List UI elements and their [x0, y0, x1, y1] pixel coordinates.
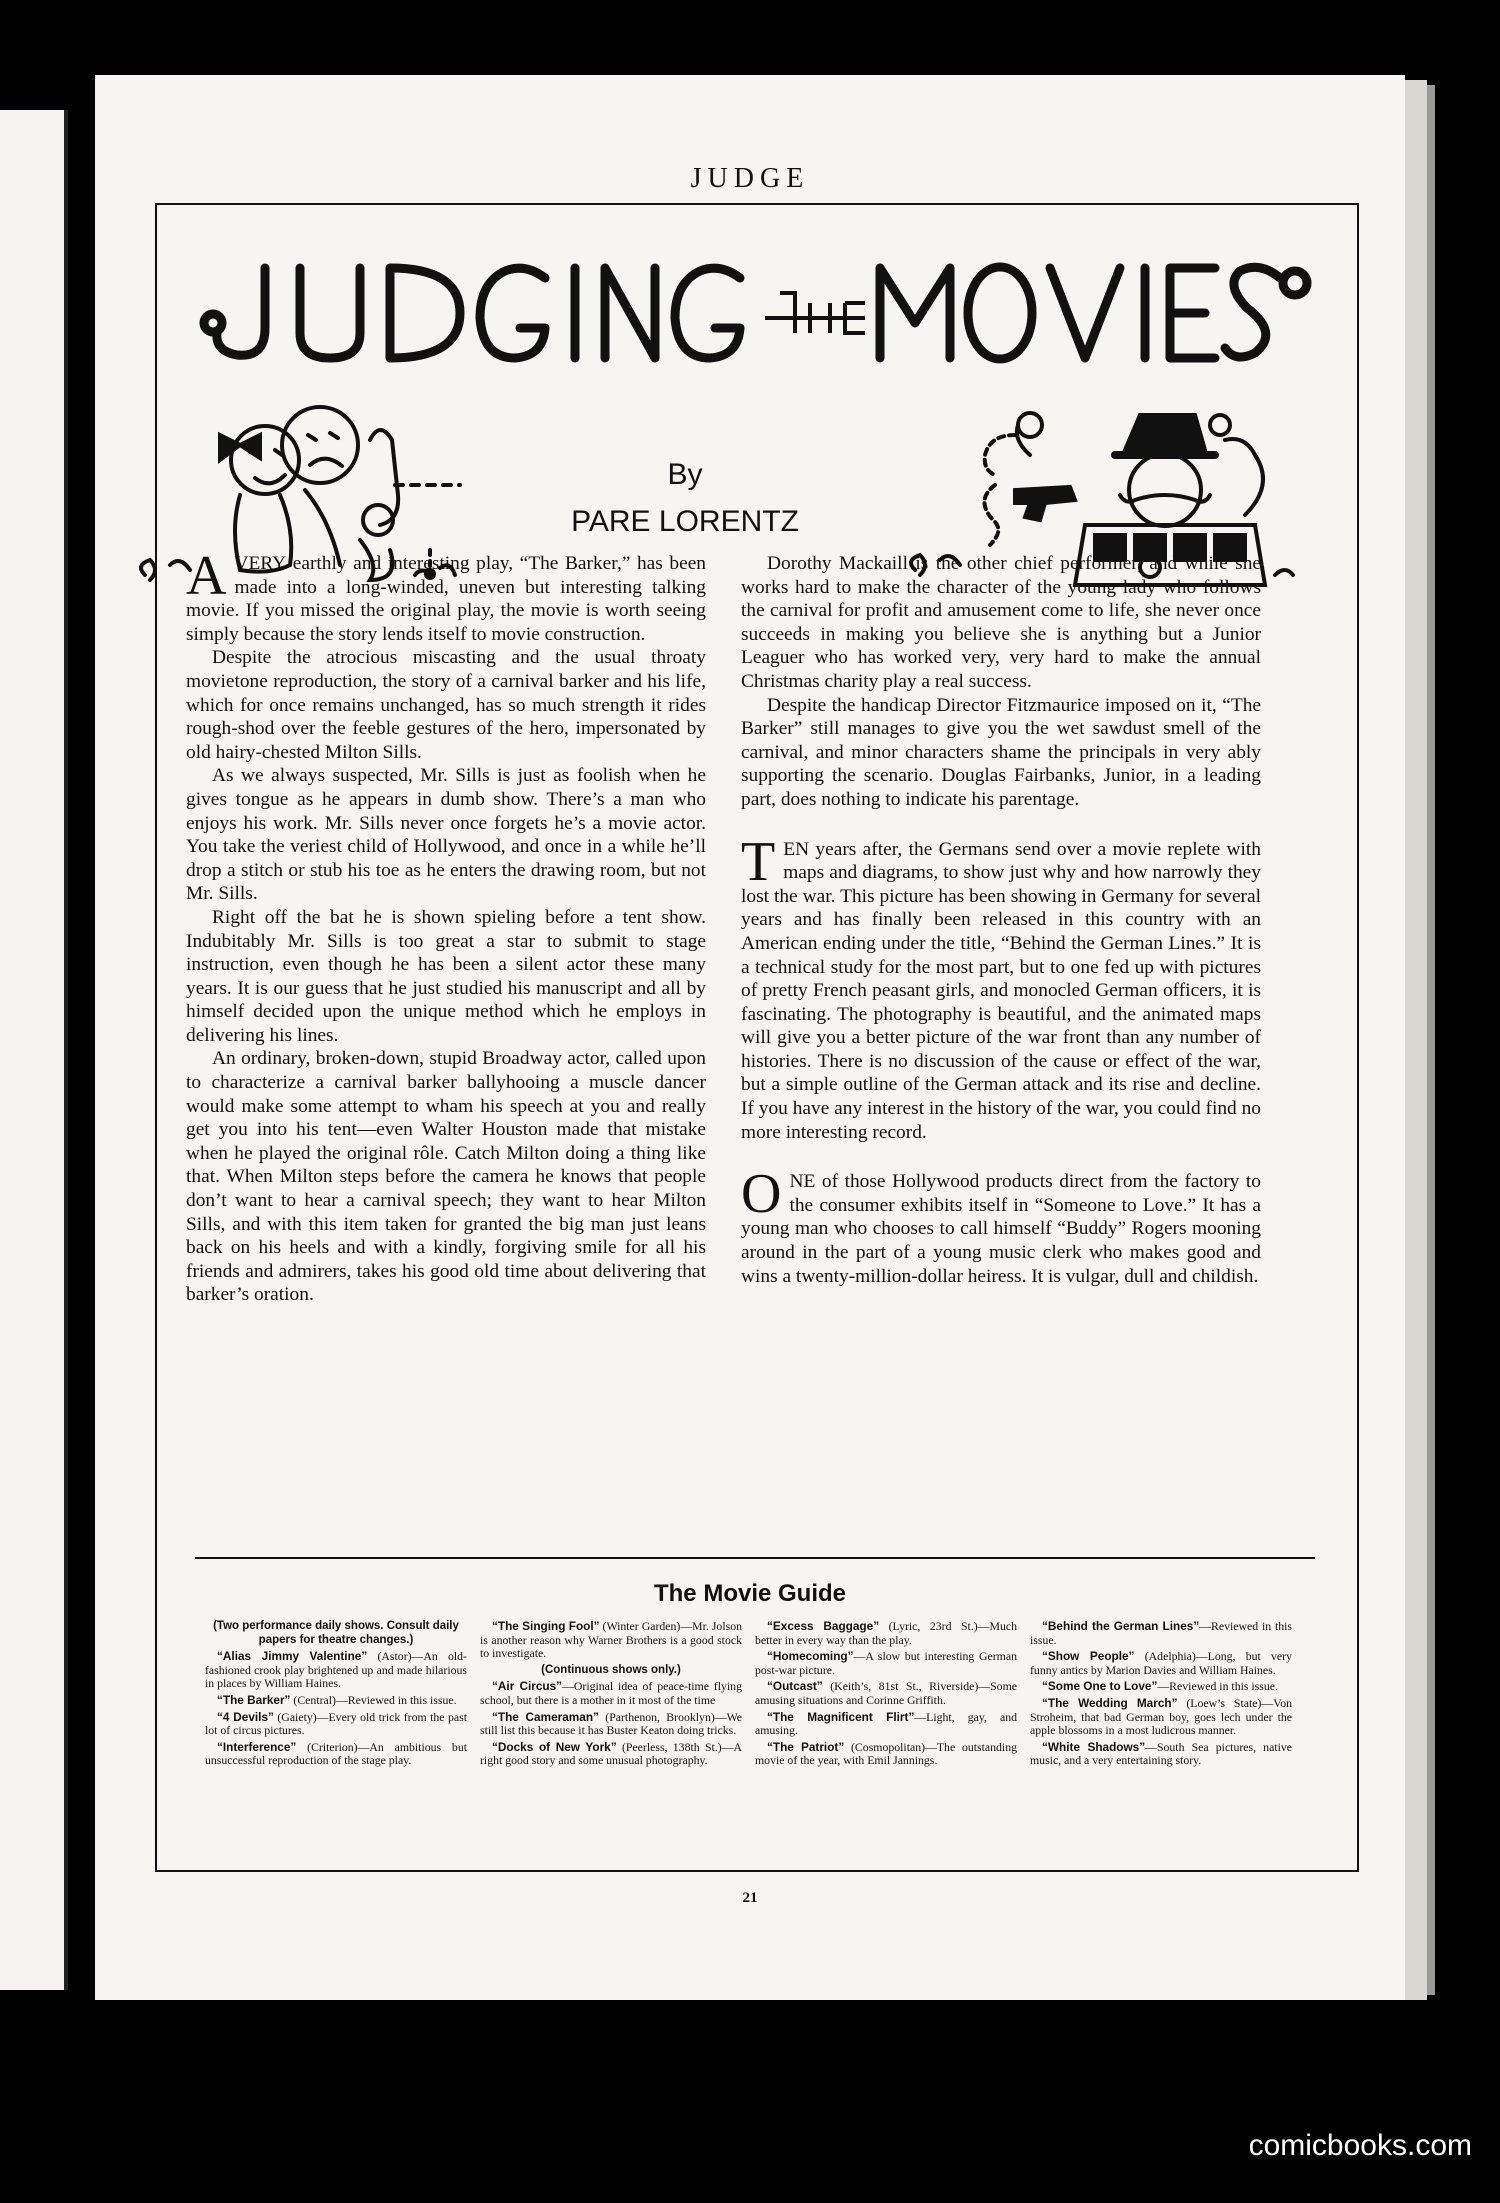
drop-cap: T: [741, 830, 776, 893]
drop-cap: A: [186, 545, 227, 607]
article-column-right: [741, 552, 1261, 1288]
drop-cap: O: [741, 1163, 782, 1226]
paragraph: Despite the atrocious miscasting and the usual throaty movietone reproduction, the story of a carnival barker and his life, which for once remains unchanged, has so much strength it rides rough-shod over the feeble gestures of the hero, impersonated by old hairy-chested Milton Sills.: [186, 647, 706, 763]
article-column-left: [186, 545, 706, 1307]
page-edge: [1405, 80, 1427, 2000]
paragraph: Dorothy Mackaill is the other chief performer, and while she works hard to make the character of the young lady who follows the carnival for profit and amusement come to life, she never once succeeds in making you believe she is anything but a Junior Leaguer who has worked very, very hard to make the annual Christmas charity play a real success.: [741, 553, 1261, 692]
guide-entry: “The Barker” (Central)—Reviewed in this issue.: [217, 1692, 457, 1707]
guide-entry: “Excess Baggage” (Lyric, 23rd St.)—Much better in every way than the play.: [755, 1619, 1017, 1647]
paragraph: As we always suspected, Mr. Sills is just as foolish when he gives tongue as he appears in dumb show. There’s a man who enjoys his work. Mr. Sills never once forgets he’s a movie actor. You take the veriest child of Hollywood, and once in a while he’ll drop a stitch or stub his toe as he enters the drawing room, but not Mr. Sills.: [186, 765, 706, 905]
guide-note: (Continuous shows only.): [541, 1663, 681, 1676]
guide-entry: “The Singing Fool” (Winter Garden)—Mr. Jolson is another reason why Warner Brothers is a good stock to investigate.: [480, 1619, 742, 1661]
guide-entry: “Outcast” (Keith’s, 81st St., Riverside)—Some amusing situations and Corinne Griffith.: [755, 1679, 1017, 1707]
guide-entry: “4 Devils” (Gaiety)—Every old trick from the past lot of circus pictures.: [205, 1709, 467, 1738]
watermark: comicbooks.com: [1248, 2129, 1472, 2162]
guide-entry: “Alias Jimmy Valentine” (Astor)—An old-fashioned crook play brightened up and made hilarious in places by William Haines.: [205, 1649, 467, 1691]
movie-guide-title: The Movie Guide: [653, 1580, 847, 1607]
guide-note: (Two performance daily shows. Consult daily papers for theatre changes.): [213, 1620, 459, 1646]
section-divider: [195, 1557, 1315, 1559]
paragraph: ONE of those Hollywood products direct from the factory to the consumer exhibits itself in “Someone to Love.” It has a young man who chooses to call himself “Buddy” Rogers mooning around in the part of a young music clerk who makes good and wins a twenty-million-dollar heiress. It is vulgar, dull and childish.: [741, 1163, 1261, 1287]
paragraph: Despite the handicap Director Fitzmaurice imposed on it, “The Barker” still manages to give you the wet sawdust smell of the carnival, and minor characters shame the principals in very ably supporting the scenario. Douglas Fairbanks, Junior, in a leading part, does nothing to indicate his parentage.: [741, 694, 1261, 810]
paragraph: TEN years after, the Germans send over a movie replete with maps and diagrams, to show just why and how narrowly they lost the war. This picture has been showing in Germany for several years and has finally been released in this country with an American ending under the title, “Behind the German Lines.” It is a technical study for the most part, but to one fed up with pictures of pretty French peasant girls, and monocled German officers, it is fascinating. The photography is beautiful, and the animated maps will give you a better picture of the war front than any number of histories. There is no discussion of the cause or effect of the war, but a simple outline of the German attack and its rise and decline. If you have any interest in the history of the war, you could find no more interesting record.: [741, 830, 1261, 1143]
guide-column-3: [755, 1620, 1017, 1771]
left-page-edge: [0, 110, 68, 1990]
guide-entry: “Interference” (Criterion)—An ambitious but unsuccessful reproduction of the stage play.: [205, 1739, 467, 1768]
page-edge-shadow: [1427, 85, 1435, 1995]
paragraph: AVERY earthly and interesting play, “The Barker,” has been made into a long-winded, uneven but interesting talking movie. If you missed the original play, the movie is worth seeing simply because the story lends itself to movie construction.: [186, 545, 706, 645]
guide-entry: “The Cameraman” (Parthenon, Brooklyn)—We still list this because it has Buster Keaton doing tricks.: [480, 1709, 742, 1738]
guide-column-4: [1030, 1620, 1292, 1771]
guide-entry: “Some One to Love”—Reviewed in this issue.: [1042, 1679, 1278, 1694]
guide-entry: “The Wedding March” (Loew’s State)—Von Stroheim, that bad German boy, goes lech under the apple blossoms in a most ludicrous manner.: [1030, 1695, 1292, 1738]
byline-by: By: [667, 458, 703, 491]
guide-entry: “The Patriot” (Cosmopolitan)—The outstanding movie of the year, with Emil Jannings.: [755, 1739, 1017, 1768]
guide-column-2: [480, 1620, 742, 1771]
guide-entry: “Air Circus”—Original idea of peace-time flying school, but there is a mother in it most of the time: [480, 1679, 742, 1707]
guide-entry: “The Magnificent Flirt”—Light, gay, and amusing.: [755, 1709, 1017, 1738]
guide-entry: “Homecoming”—A slow but interesting German post-war picture.: [755, 1649, 1017, 1677]
guide-entry: “Docks of New York” (Peerless, 138th St.)—A right good story and some unusual photography.: [480, 1739, 742, 1768]
page-number: 21: [742, 1890, 758, 1906]
paragraph: Right off the bat he is shown spieling before a tent show. Indubitably Mr. Sills is too great a star to submit to stage instruction, even though he has been a silent actor these many years. It is our guess that he just studied his manuscript and all by himself decided upon the unique method which he employs in delivering his lines.: [186, 906, 706, 1046]
paragraph: An ordinary, broken-down, stupid Broadway actor, called upon to characterize a carnival barker ballyhooing a muscle dancer would make some attempt to wham his speech at you and really get you into his tent—even Walter Houston made that mistake when he played the original rôle. Catch Milton doing a thing like that. When Milton steps before the camera he knows that people don’t want to hear a carnival speech; they want to hear Milton Sills, and with this item taken for granted the big man just leans back on his heels and with a kindly, forgiving smile for all his friends and admirers, takes his good old time about delivering that barker’s oration.: [186, 1048, 706, 1306]
banner-title-art: [185, 223, 1325, 413]
guide-column-1: [205, 1620, 467, 1771]
byline-author: PARE LORENTZ: [571, 505, 799, 538]
guide-entry: “Behind the German Lines”—Reviewed in this issue.: [1030, 1619, 1292, 1647]
magazine-page: [95, 75, 1405, 2000]
guide-entry: “White Shadows”—South Sea pictures, native music, and a very entertaining story.: [1030, 1739, 1293, 1768]
magazine-title: JUDGE: [690, 163, 810, 194]
guide-entry: “Show People” (Adelphia)—Long, but very funny antics by Marion Davies and William Haines.: [1030, 1649, 1292, 1677]
